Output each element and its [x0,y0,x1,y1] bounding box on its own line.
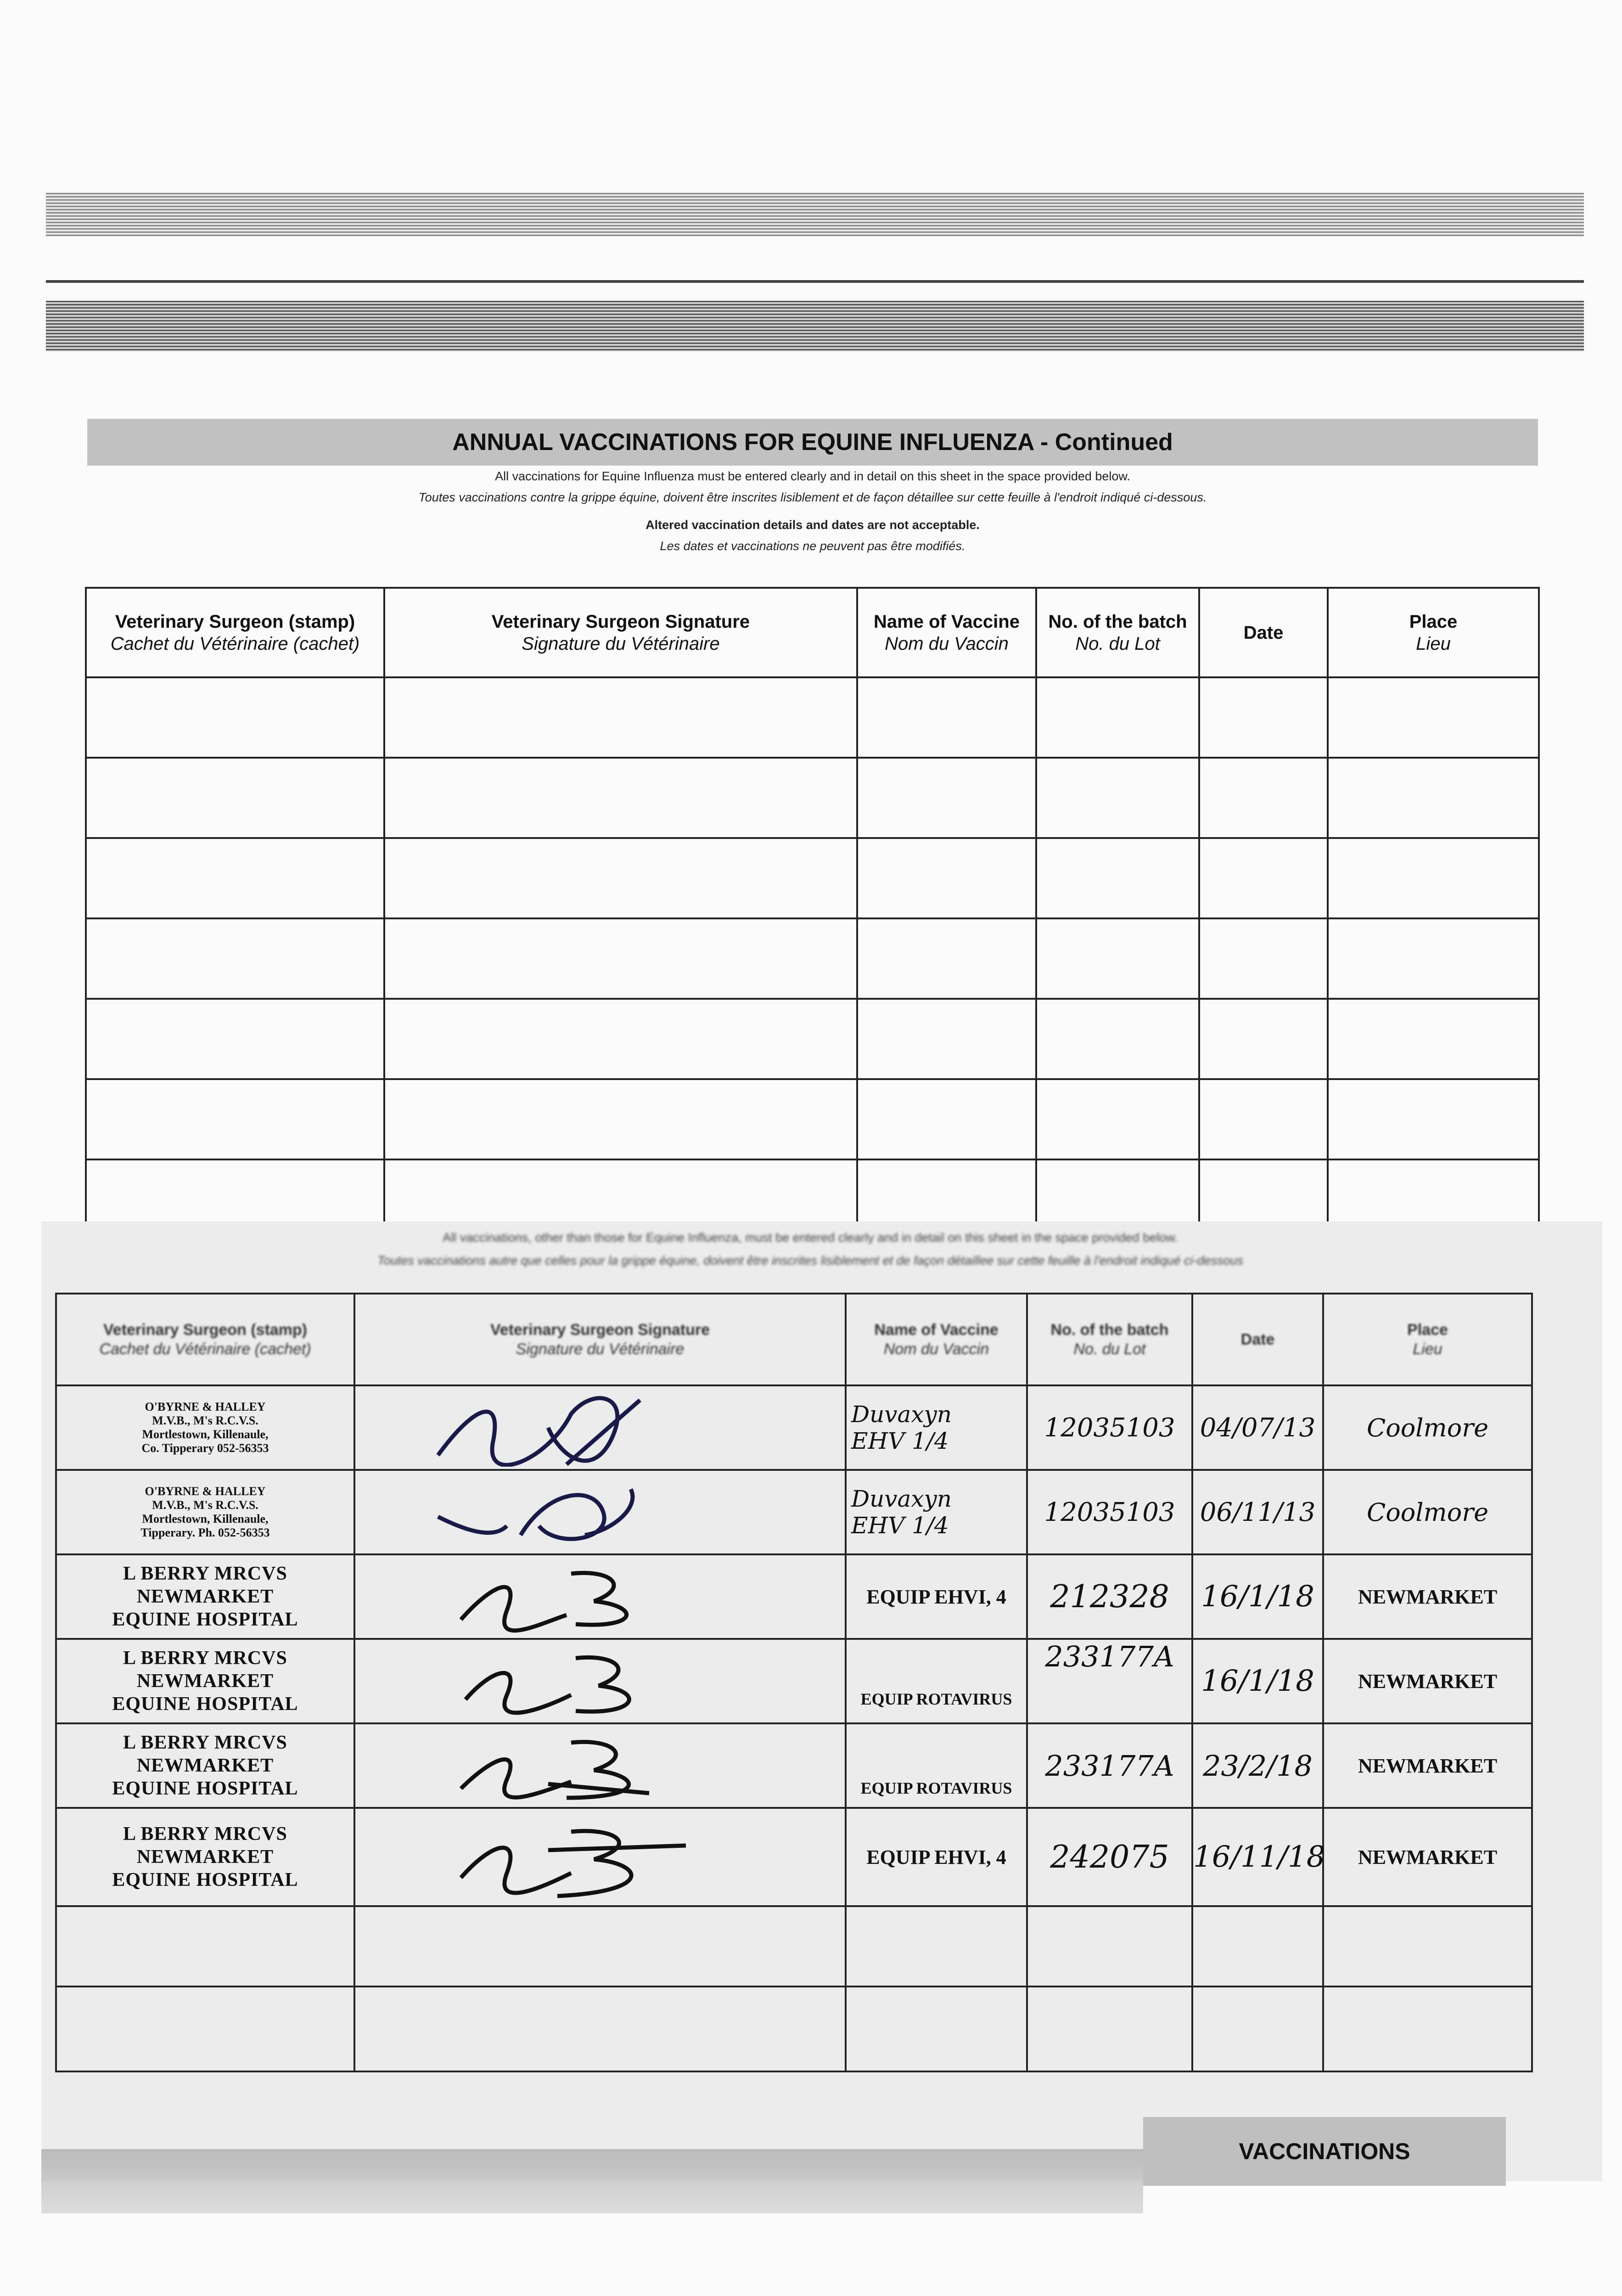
col-header-vaccine: Name of Vaccine Nom du Vaccin [857,588,1036,677]
table-row [56,1385,1532,1470]
table-row [86,1159,1539,1228]
col-header-signature: Veterinary Surgeon Signature Signature du Vétérinaire [384,588,857,677]
instruction-fr: Toutes vaccinations contre la grippe équine, doivent être inscrites lisiblement et de façon détaillee sur cette feuille à l'endroit indiqué ci-dessous. [418,490,1207,504]
vet-signature [354,1385,846,1470]
batch-number: 12035103 [1027,1385,1192,1470]
table-row [86,999,1539,1079]
vet-signature [354,1639,846,1723]
vaccine-name: Duvaxyn EHV 1/4 [846,1470,1027,1554]
vaccination-place: Coolmore [1323,1470,1532,1554]
table-row [86,758,1539,838]
col-header-batch: No. of the batch No. du Lot [1027,1294,1192,1385]
table-row [56,1639,1532,1723]
col-header-place: Place Lieu [1323,1294,1532,1385]
warning-en: Altered vaccination details and dates are not acceptable. [645,518,980,532]
vet-signature [354,1470,846,1554]
batch-number: 242075 [1027,1808,1192,1906]
vet-stamp: L BERRY MRCVS NEWMARKET EQUINE HOSPITAL [56,1554,354,1639]
signature-scribble [355,1724,847,1805]
col-header-signature: Veterinary Surgeon Signature Signature du Vétérinaire [354,1294,846,1385]
col-header-stamp: Veterinary Surgeon (stamp) Cachet du Vétérinaire (cachet) [86,588,384,677]
scan-stripe-top [46,193,1584,236]
signature-scribble [355,1640,847,1720]
vaccination-place: NEWMARKET [1323,1723,1532,1808]
signature-scribble [355,1386,847,1467]
vet-stamp: L BERRY MRCVS NEWMARKET EQUINE HOSPITAL [56,1639,354,1723]
table-header-row [86,588,1539,677]
signature-scribble [355,1555,847,1636]
vet-signature [354,1808,846,1906]
vaccination-records-table [55,1293,1533,2072]
scan-shadow-bottom [41,2149,1143,2213]
table-row [56,1906,1532,1986]
scan-stripe-middle [46,301,1584,351]
section-tab-vaccinations: VACCINATIONS [1143,2117,1506,2186]
col-header-date: Date [1192,1294,1323,1385]
vaccination-place: NEWMARKET [1323,1808,1532,1906]
signature-scribble [355,1809,847,1903]
table-row [56,1986,1532,2071]
vaccine-name: EQUIP EHVI, 4 [846,1554,1027,1639]
table-row [86,918,1539,999]
table-row [86,838,1539,918]
vet-signature [354,1723,846,1808]
vaccine-name: EQUIP EHVI, 4 [846,1808,1027,1906]
batch-number: 233177A [1027,1723,1192,1808]
batch-number: 212328 [1027,1554,1192,1639]
vet-stamp: L BERRY MRCVS NEWMARKET EQUINE HOSPITAL [56,1808,354,1906]
vaccine-name: EQUIP ROTAVIRUS [846,1723,1027,1808]
page-title: ANNUAL VACCINATIONS FOR EQUINE INFLUENZA - Continued [452,429,1173,456]
signature-scribble [355,1471,847,1551]
table-row [56,1808,1532,1906]
vaccination-date: 16/1/18 [1192,1554,1323,1639]
vaccination-date: 06/11/13 [1192,1470,1323,1554]
vet-signature [354,1554,846,1639]
col-header-batch: No. of the batch No. du Lot [1036,588,1199,677]
col-header-place: Place Lieu [1328,588,1539,677]
vaccination-date: 16/11/18 [1192,1808,1323,1906]
table-row [56,1723,1532,1808]
warning-fr: Les dates et vaccinations ne peuvent pas être modifiés. [660,539,965,553]
vet-stamp: O'BYRNE & HALLEY M.V.B., M's R.C.V.S. Mortlestown, Killenaule, Co. Tipperary 052-56353 [56,1385,354,1470]
influenza-table [85,587,1540,1229]
table-row [56,1554,1532,1639]
table-row [86,1079,1539,1159]
blurred-instruction-fr: Toutes vaccinations autre que celles pour la grippe équine, doivent être inscrites lisiblement et de façon détaillee sur cette feuille à l'endroit indiqué ci-dessous [377,1254,1244,1267]
vaccination-date: 16/1/18 [1192,1639,1323,1723]
scan-rule [46,280,1584,283]
vaccination-place: NEWMARKET [1323,1639,1532,1723]
vaccination-place: NEWMARKET [1323,1554,1532,1639]
vet-stamp: O'BYRNE & HALLEY M.V.B., M's R.C.V.S. Mortlestown, Killenaule, Tipperary. Ph. 052-56353 [56,1470,354,1554]
table-header-row [56,1294,1532,1385]
vet-stamp: L BERRY MRCVS NEWMARKET EQUINE HOSPITAL [56,1723,354,1808]
batch-number: 12035103 [1027,1470,1192,1554]
vaccine-name: Duvaxyn EHV 1/4 [846,1385,1027,1470]
vaccine-name: EQUIP ROTAVIRUS [846,1639,1027,1723]
col-header-date: Date [1199,588,1328,677]
col-header-vaccine: Name of Vaccine Nom du Vaccin [846,1294,1027,1385]
col-header-stamp: Veterinary Surgeon (stamp) Cachet du Vétérinaire (cachet) [56,1294,354,1385]
table-row [86,677,1539,758]
vaccination-place: Coolmore [1323,1385,1532,1470]
batch-number: 233177A [1027,1639,1192,1723]
vaccination-date: 23/2/18 [1192,1723,1323,1808]
instruction-en: All vaccinations for Equine Influenza must be entered clearly and in detail on this sheet in the space provided below. [495,469,1130,483]
table-row [56,1470,1532,1554]
blurred-instruction-en: All vaccinations, other than those for Equine Influenza, must be entered clearly and in detail on this sheet in the space provided below. [443,1231,1178,1244]
vaccination-date: 04/07/13 [1192,1385,1323,1470]
